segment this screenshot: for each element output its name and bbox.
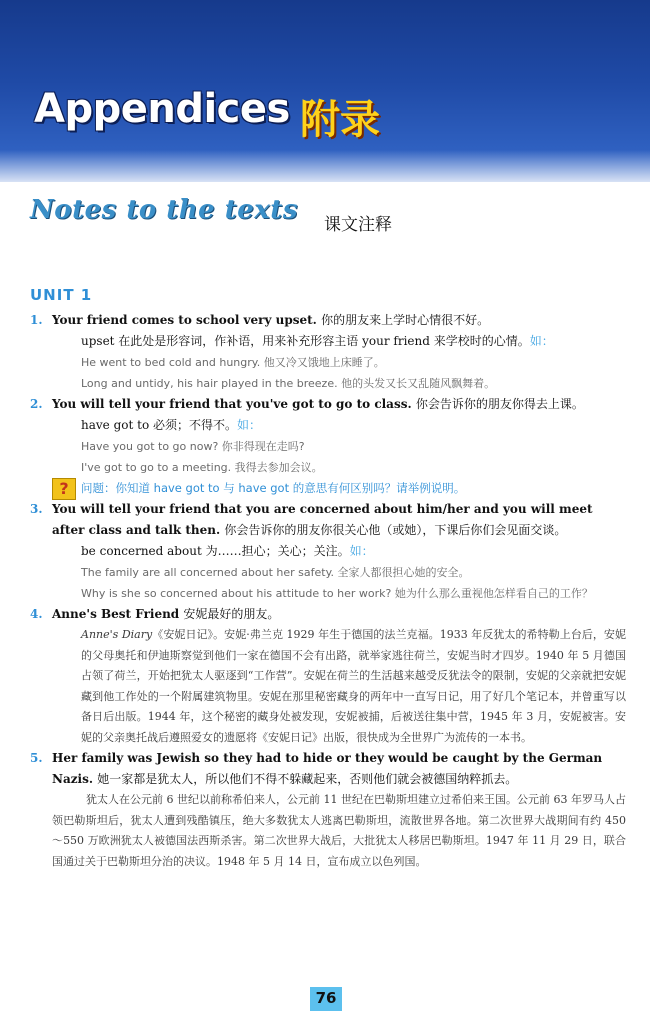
note-explanation-text: upset 在此处是形容词，作补语，用来补充形容主语 your friend 来学校时的心情。 [81,334,530,348]
note-en-sentence: You will tell your friend that you've got to go to class. [52,397,412,411]
note-cn-translation: 你会告诉你的朋友你得去上课。 [415,397,584,411]
note-item-1 [30,310,626,331]
banner-fade [0,150,650,190]
note-en-sentence: You will tell your friend that you are concerned about him/her and you will meet after class and talk then. [52,502,593,537]
question-line [30,478,626,499]
note-number: 3. [30,502,43,516]
note-en-sentence: Anne's Best Friend [52,607,180,621]
banner-title-cn: 附录 [300,97,380,143]
question-text: 问题：你知道 have got to 与 have got 的意思有何区别吗？请举例说明。 [81,481,466,495]
note-cn-translation: 你的朋友来上学时心情很不好。 [321,313,490,327]
note-cn-translation: 她一家都是犹太人，所以他们不得不躲藏起来，否则他们就会被德国纳粹抓去。 [97,772,518,786]
paragraph-text: 《安妮日记》。安妮·弗兰克 1929 年生于德国的法兰克福。1933 年反犹太的希特勒上台后，安妮的父母奥托和伊迪斯察觉到他们一家在德国不会有出路，就举家逃往荷兰，安妮当时才四岁。1940 年 5 月德国占领了荷兰，开始把犹太人驱逐到“工作营”。安妮在荷兰的生活越来越受反犹法令的限制，安妮的父亲就把安妮藏到他工作处的一个附属建筑物里。安妮在那里秘密藏身的两年中一直写日记，用了好几个笔记本，并曾重写以备日后出版。1944 年，这个秘密的藏身处被发现，安妮被捕，后被送往集中营，1945 年 3 月，安妮被害。安妮的父亲奥托战后遵照爱女的遗愿将《安妮日记》出版，很快成为全世界广为流传的一本书。 [81,628,626,744]
example-sentence: He went to bed cold and hungry. 他又冷又饿地上床睡了。 [81,356,385,369]
note-paragraph: 犹太人在公元前 6 世纪以前称希伯来人，公元前 11 世纪在巴勒斯坦建立过希伯来王国。公元前 63 年罗马人占领巴勒斯坦后，犹太人遭到残酷镇压，绝大多数犹太人逃离巴勒斯坦，流散世界各地。第二次世界大战期间有约 450～550 万欧洲犹太人被德国法西斯杀害。第二次世界大战后，大批犹太人移居巴勒斯坦。1947 年 11 月 29 日，联合国通过关于巴勒斯坦分治的决议。1948 年 5 月 14 日，宣布成立以色列国。 [52,793,626,868]
example-sentence: Long and untidy, his hair played in the breeze. 他的头发又长又乱随风飘舞着。 [81,377,496,390]
section-title-cn: 课文注释 [324,215,392,235]
note-cn-translation: 安妮最好的朋友。 [183,607,280,621]
unit-heading: UNIT 1 [30,286,93,304]
note-item-2 [30,394,626,415]
notes-content [30,310,626,872]
book-title: Anne's Diary [81,628,153,641]
note-cn-translation: 你会告诉你的朋友你很关心他（或她），下课后你们会见面交谈。 [224,523,567,537]
note-number: 1. [30,313,43,327]
section-title-en: Notes to the texts [30,195,298,225]
note-en-sentence: Her family was Jewish so they had to hide or they would be caught by the German Nazis. [52,751,603,786]
note-item-5 [30,748,626,790]
note-explanation [30,541,626,562]
note-number: 2. [30,397,43,411]
note-number: 4. [30,607,43,621]
note-item-4 [30,604,626,625]
note-item-3 [30,499,626,541]
example-sentence: The family are all concerned about her safety. 全家人都很担心她的安全。 [81,566,470,579]
note-paragraph [30,625,626,748]
note-number: 5. [30,751,43,765]
example-sentence: Why is she so concerned about his attitude to her work? 她为什么那么重视他怎样看自己的工作？ [81,587,593,600]
note-explanation [30,415,626,436]
note-explanation-text: have got to 必须；不得不。 [81,418,237,432]
example-sentence: Have you got to go now? 你非得现在走吗? [81,440,305,453]
banner-title-en: Appendices [34,86,290,132]
example-hint: 如： [529,334,554,348]
example-hint: 如： [236,418,261,432]
example-hint: 如： [349,544,374,558]
note-en-sentence: Your friend comes to school very upset. [52,313,317,327]
page-number: 76 [310,987,342,1011]
example-sentence: I've got to go to a meeting. 我得去参加会议。 [81,461,323,474]
note-explanation [30,331,626,352]
question-mark-icon: ? [52,478,76,500]
note-explanation-text: be concerned about 为……担心；关心；关注。 [81,544,350,558]
